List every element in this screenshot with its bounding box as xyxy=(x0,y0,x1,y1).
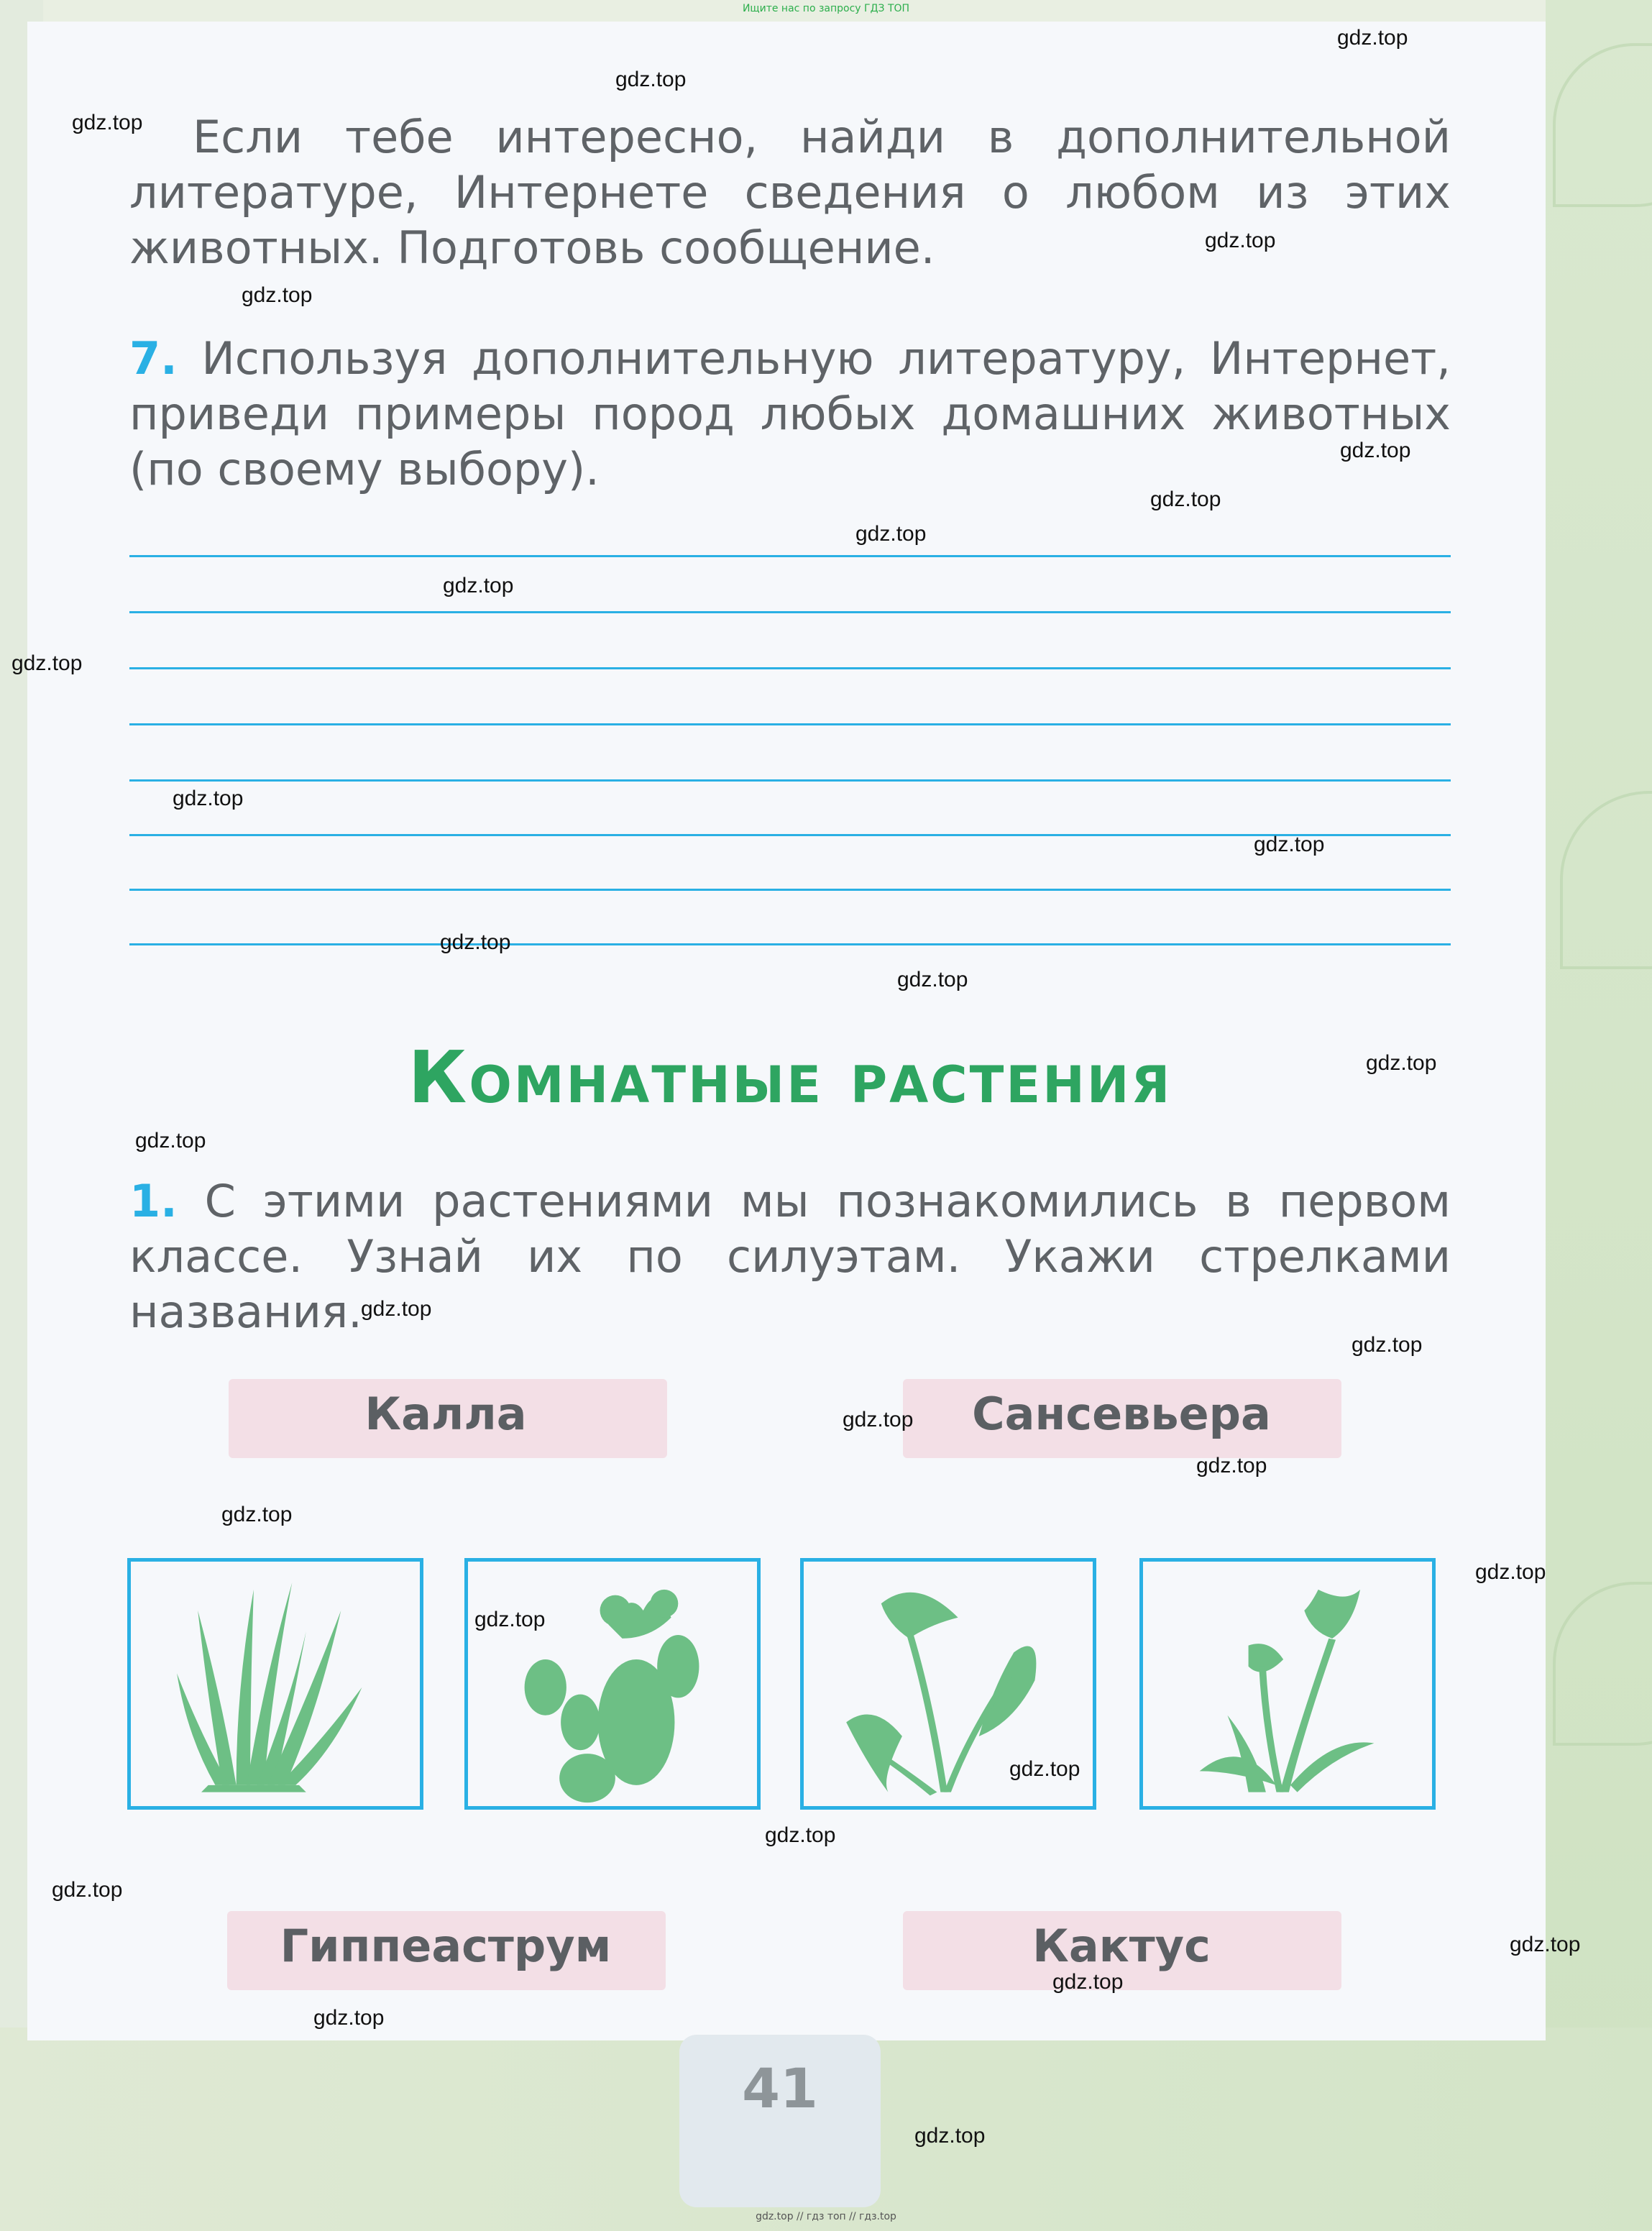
task1-line-3-text: названия. xyxy=(129,1286,362,1338)
task7-number: 7. xyxy=(129,332,178,385)
hippeastrum-silhouette-icon xyxy=(1143,1562,1432,1806)
watermark: gdz.top xyxy=(1475,1560,1546,1584)
task7-line-3-text: (по своему выбору). xyxy=(129,443,600,495)
plant-box-2[interactable] xyxy=(464,1558,761,1810)
plant-box-4[interactable] xyxy=(1139,1558,1436,1810)
watermark: gdz.top xyxy=(443,574,514,597)
watermark: gdz.top xyxy=(855,522,927,546)
watermark: gdz.top xyxy=(765,1823,836,1847)
watermark: gdz.top xyxy=(440,930,511,954)
cactus-silhouette-icon xyxy=(468,1562,757,1806)
task7-line-3 xyxy=(129,441,1451,497)
watermark: gdz.top xyxy=(361,1297,432,1321)
answer-line-5[interactable] xyxy=(129,779,1451,782)
watermark: gdz.top xyxy=(1337,26,1408,50)
section-title: Комнатные растения xyxy=(408,1035,1173,1119)
watermark: gdz.top xyxy=(173,787,244,810)
watermark: gdz.top xyxy=(1366,1051,1437,1075)
plant-box-1[interactable] xyxy=(127,1558,423,1810)
task7-line-1 xyxy=(129,331,1451,386)
watermark: gdz.top xyxy=(52,1878,123,1902)
task1-line-1-text: С этими растениями мы познакомились в первом xyxy=(204,1175,1451,1227)
page-background-right xyxy=(1546,0,1652,2231)
label-hippeastrum[interactable]: Гиппеаструм xyxy=(280,1920,612,1972)
label-cactus[interactable]: Кактус xyxy=(1032,1920,1211,1972)
watermark: gdz.top xyxy=(1009,1757,1080,1781)
watermark: gdz.top xyxy=(72,111,143,134)
watermark: gdz.top xyxy=(474,1608,546,1631)
watermark: gdz.top xyxy=(221,1503,293,1526)
watermark: gdz.top xyxy=(242,283,313,307)
task1-line-2: классе. Узнай их по силуэтам. Укажи стрелками xyxy=(129,1230,1451,1283)
intro-line-1: Если тебе интересно, найди в дополнительной xyxy=(193,111,1451,163)
task1-line-1 xyxy=(129,1173,1451,1229)
task7-line-2: приведи примеры пород любых домашних животных xyxy=(129,388,1451,440)
answer-line-7[interactable] xyxy=(129,889,1451,891)
task7-line-1-text: Используя дополнительную литературу, Интернет, xyxy=(201,332,1451,385)
watermark: gdz.top xyxy=(1352,1333,1423,1357)
answer-line-2[interactable] xyxy=(129,611,1451,613)
watermark: gdz.top xyxy=(1196,1454,1267,1478)
answer-line-3[interactable] xyxy=(129,667,1451,669)
watermark: gdz.top xyxy=(1340,439,1411,462)
answer-line-6[interactable] xyxy=(129,834,1451,836)
label-calla[interactable]: Калла xyxy=(364,1388,527,1440)
task1-number: 1. xyxy=(129,1175,178,1227)
watermark: gdz.top xyxy=(1510,1933,1581,1956)
watermark: gdz.top xyxy=(914,2124,986,2148)
watermark: gdz.top xyxy=(135,1129,206,1153)
watermark: gdz.top xyxy=(1150,487,1221,511)
intro-line-3-text: животных. Подготовь сообщение. xyxy=(129,221,935,274)
label-sansevieria[interactable]: Сансевьера xyxy=(972,1388,1271,1440)
watermark: gdz.top xyxy=(1205,229,1276,252)
sansevieria-silhouette-icon xyxy=(131,1562,420,1806)
watermark: gdz.top xyxy=(1052,1970,1124,1994)
watermark: gdz.top xyxy=(615,68,687,91)
answer-line-8[interactable] xyxy=(129,943,1451,945)
intro-line-2: литературе, Интернете сведения о любом из этих xyxy=(129,166,1451,219)
watermark: gdz.top xyxy=(12,651,83,675)
watermark: gdz.top xyxy=(897,968,968,991)
footer-note: gdz.top // гдз топ // гдз.top xyxy=(756,2211,896,2222)
header-note: Ищите нас по запросу ГДЗ ТОП xyxy=(742,3,910,14)
task1-line-3 xyxy=(129,1284,1451,1339)
answer-line-4[interactable] xyxy=(129,723,1451,725)
watermark: gdz.top xyxy=(1254,833,1325,856)
answer-line-1[interactable] xyxy=(129,555,1451,557)
watermark: gdz.top xyxy=(843,1408,914,1431)
watermark: gdz.top xyxy=(313,2006,385,2030)
page-number: 41 xyxy=(742,2056,818,2120)
